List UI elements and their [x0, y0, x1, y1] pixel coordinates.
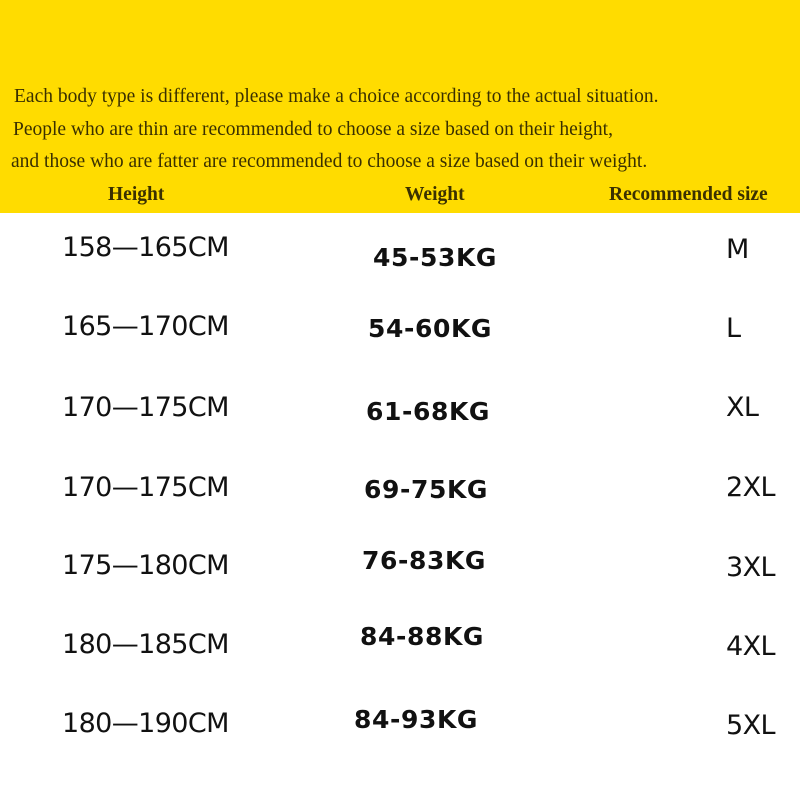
instruction-line-3: and those who are fatter are recommended to choose a size based on their weight.	[11, 151, 648, 172]
height-cell: 180—185CM	[62, 629, 229, 660]
size-cell: L	[726, 313, 741, 344]
column-header-weight: Weight	[405, 184, 465, 205]
column-header-height: Height	[108, 184, 165, 205]
height-cell: 158—165CM	[62, 232, 229, 263]
height-cell: 170—175CM	[62, 392, 229, 423]
weight-cell: 84-93KG	[354, 705, 479, 734]
size-cell: 3XL	[726, 552, 775, 583]
table-row	[0, 472, 800, 552]
size-cell: 5XL	[726, 710, 775, 741]
table-row	[0, 705, 800, 788]
size-cell: XL	[726, 392, 759, 423]
table-row	[0, 392, 800, 472]
height-cell: 165—170CM	[62, 311, 229, 342]
instruction-line-2: People who are thin are recommended to choose a size based on their height,	[13, 119, 613, 140]
size-cell: 2XL	[726, 472, 775, 503]
weight-cell: 69-75KG	[364, 475, 489, 504]
height-cell: 175—180CM	[62, 550, 229, 581]
size-guide-header	[0, 0, 800, 213]
instruction-line-1: Each body type is different, please make a choice according to the actual situation.	[14, 86, 659, 107]
column-header-recommended-size: Recommended size	[609, 184, 768, 205]
table-row	[0, 232, 800, 312]
size-cell: 4XL	[726, 631, 775, 662]
weight-cell: 84-88KG	[360, 622, 485, 651]
weight-cell: 61-68KG	[366, 397, 491, 426]
weight-cell: 54-60KG	[368, 314, 493, 343]
height-cell: 170—175CM	[62, 472, 229, 503]
table-row	[0, 311, 800, 391]
table-row	[0, 546, 800, 630]
size-cell: M	[726, 234, 749, 265]
height-cell: 180—190CM	[62, 708, 229, 739]
weight-cell: 45-53KG	[373, 243, 498, 272]
table-row	[0, 622, 800, 709]
weight-cell: 76-83KG	[362, 546, 487, 575]
